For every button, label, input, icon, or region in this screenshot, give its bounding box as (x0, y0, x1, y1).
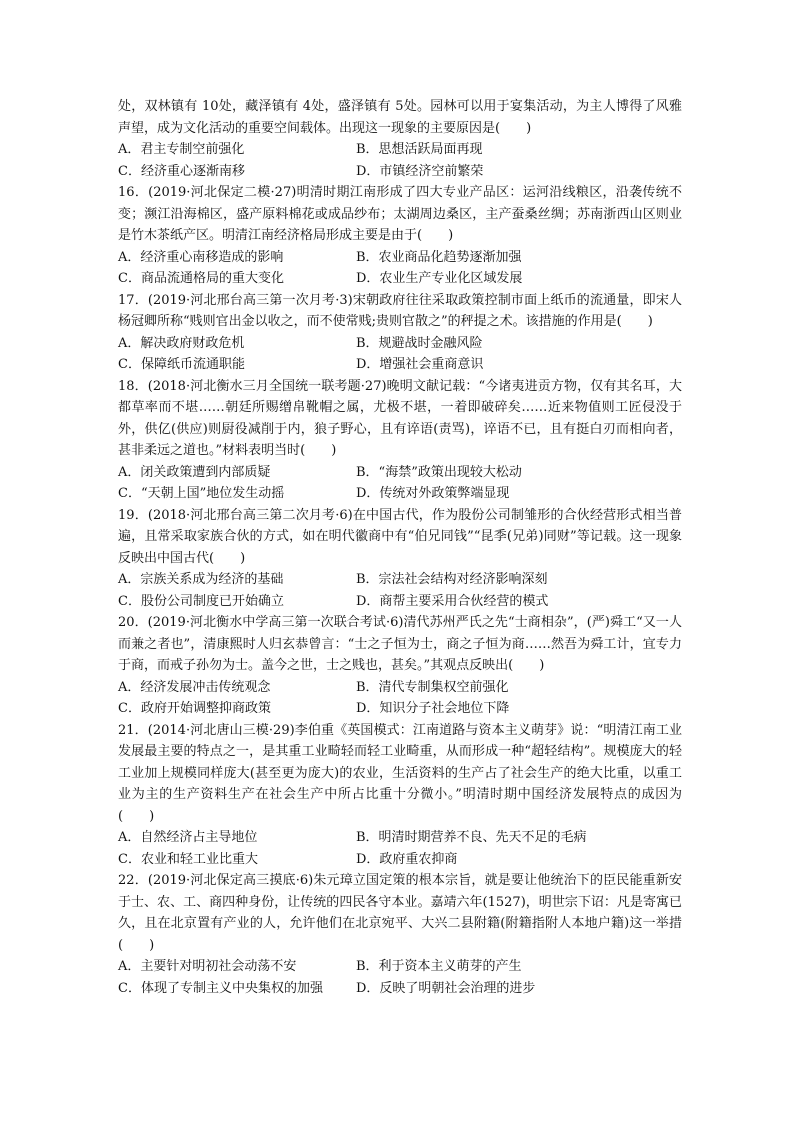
question-18 (118, 376, 682, 505)
option-c: C．“天朝上国”地位发生动摇 (118, 486, 285, 501)
option-b: B．明清时期营养不良、先天不足的毛病 (356, 830, 587, 845)
question-21 (118, 720, 682, 871)
option-a: A．经济重心南移造成的影响 (118, 249, 284, 265)
option-c: C．体现了专制主义中央集权的加强 (118, 980, 323, 996)
option-a: A．主要针对明初社会动荡不安 (118, 959, 297, 974)
option-b: B．思想活跃局面再现 (356, 142, 483, 157)
option-a: A．解决政府财政危机 (118, 335, 245, 351)
option-c: C．商品流通格局的重大变化 (118, 271, 284, 286)
option-a: A．自然经济占主导地位 (118, 830, 258, 845)
question-stem: 处，双林镇有 10处，藏泽镇有 4处，盛泽镇有 5处。园林可以用于宴集活动，为主人博得了风雅声望，成为文化活动的重要空间载体。出现这一现象的主要原因是( ) (118, 99, 682, 136)
option-d: D．市镇经济空前繁荣 (356, 163, 484, 179)
option-a: A．经济发展冲击传统观念 (118, 679, 271, 695)
option-b: B．农业商品化趋势逐渐加强 (356, 249, 522, 265)
option-grid (118, 462, 682, 505)
option-b: B．规避战时金融风险 (356, 335, 483, 351)
option-c: C．政府开始调整抑商政策 (118, 701, 271, 716)
option-grid (118, 333, 682, 376)
option-b: B．清代专制集权空前强化 (356, 679, 509, 695)
option-a: A．宗族关系成为经济的基础 (118, 572, 284, 587)
option-d: D．反映了明朝社会治理的进步 (356, 980, 536, 996)
option-b: B．利于资本主义萌芽的产生 (356, 959, 522, 974)
option-grid (118, 247, 682, 290)
question-19 (118, 505, 682, 613)
option-d: D．知识分子社会地位下降 (356, 701, 510, 716)
question-stem: 21．(2014·河北唐山三模·29)李伯重《英国模式：江南道路与资本主义萌芽》说：“明清江南工业发展最主要的特点之一，是其重工业畸轻而轻工业畸重，从而形成一种“超轻结构”。规模庞大的轻工业加上规模同样庞大(甚至更为庞大)的农业，生活资料的生产占了社会生产的绝大比重，以重工业为主的生产资料生产在社会生产中所占比重十分微小。”明清时期中国经济发展特点的成因为( ) (118, 722, 682, 824)
option-grid (118, 569, 682, 612)
option-grid (118, 139, 682, 182)
option-a: A．君主专制空前强化 (118, 142, 245, 157)
question-20 (118, 612, 682, 720)
option-c: C．农业和轻工业比重大 (118, 851, 258, 867)
question-stem: 19．(2018·河北邢台高三第二次月考·6)在中国古代，作为股份公司制雏形的合伙经营形式相当普遍，且常采取家族合伙的方式，如在明代徽商中有“伯兄同钱”“昆季(兄弟)同财”等记载。这一现象反映出中国古代( ) (118, 507, 682, 566)
question-16 (118, 182, 682, 290)
question-stem: 16．(2019·河北保定二模·27)明清时期江南形成了四大专业产品区：运河沿线粮区，沿袭传统不变；濒江沿海棉区，盛产原料棉花或成品纱布；太湖周边桑区，主产蚕桑丝绸；苏南浙西山区则业是竹木茶纸产区。明清江南经济格局形成主要是由于( ) (118, 185, 682, 243)
option-d: D．传统对外政策弊端显现 (356, 486, 510, 501)
option-c: C．股份公司制度已开始确立 (118, 593, 284, 609)
option-grid (118, 956, 682, 999)
option-d: D．政府重农抑商 (356, 851, 458, 867)
question-15-continued (118, 96, 682, 182)
question-17 (118, 290, 682, 376)
option-d: D．增强社会重商意识 (356, 357, 484, 372)
question-stem: 22．(2019·河北保定高三摸底·6)朱元璋立国定策的根本宗旨，就是要让他统治下的臣民能重新安于士、农、工、商四种身份，让传统的四民各守本业。嘉靖六年(1527)，明世宗下诏：凡是寄寓已久，且在北京置有产业的人，允许他们在北京宛平、大兴二县附籍(附籍指附人本地户籍)这一举措( ) (118, 873, 682, 953)
question-stem: 18．(2018·河北衡水三月全国统一联考题·27)晚明文献记载：“今诸夷进贡方物，仅有其名耳，大都草率而不堪……朝廷所赐缯帛靴帽之属，尤极不堪，一着即破碎矣……近来物值则工匠侵没于外，供亿(供应)则厨役减削于内，狼子野心，且有谇语(责骂)，谇语不已，且有挺白刃而相向者，甚非柔远之道也。”材料表明当时( ) (118, 378, 682, 458)
option-b: B．“海禁”政策出现较大松动 (356, 464, 522, 480)
option-grid (118, 827, 682, 870)
option-a: A．闭关政策遭到内部质疑 (118, 464, 271, 480)
option-grid (118, 677, 682, 720)
option-b: B．宗法社会结构对经济影响深刻 (356, 572, 548, 587)
question-22 (118, 870, 682, 999)
question-stem: 17．(2019·河北邢台高三第一次月考·3)宋朝政府往往采取政策控制市面上纸币的流通量，即宋人杨冠卿所称“贱则官出金以收之，而不使常贱;贵则官散之”的秤提之术。该措施的作用是( ) (118, 292, 682, 329)
option-c: C．经济重心逐渐南移 (118, 163, 245, 179)
option-d: D．商帮主要采用合伙经营的模式 (356, 593, 549, 609)
question-stem: 20．(2019·河北衡水中学高三第一次联合考试·6)清代苏州严氏之先“士商相杂”，(严)舜工“又一人而兼之者也”，清康熙时人归玄恭曾言：“士之子恒为士，商之子恒为商……然吾为舜工计，宜专力于商，而戒子孙勿为士。盖今之世，士之贱也，甚矣。”其观点反映出( ) (118, 615, 682, 673)
option-c: C．保障纸币流通职能 (118, 357, 245, 372)
option-d: D．农业生产专业化区域发展 (356, 271, 523, 286)
